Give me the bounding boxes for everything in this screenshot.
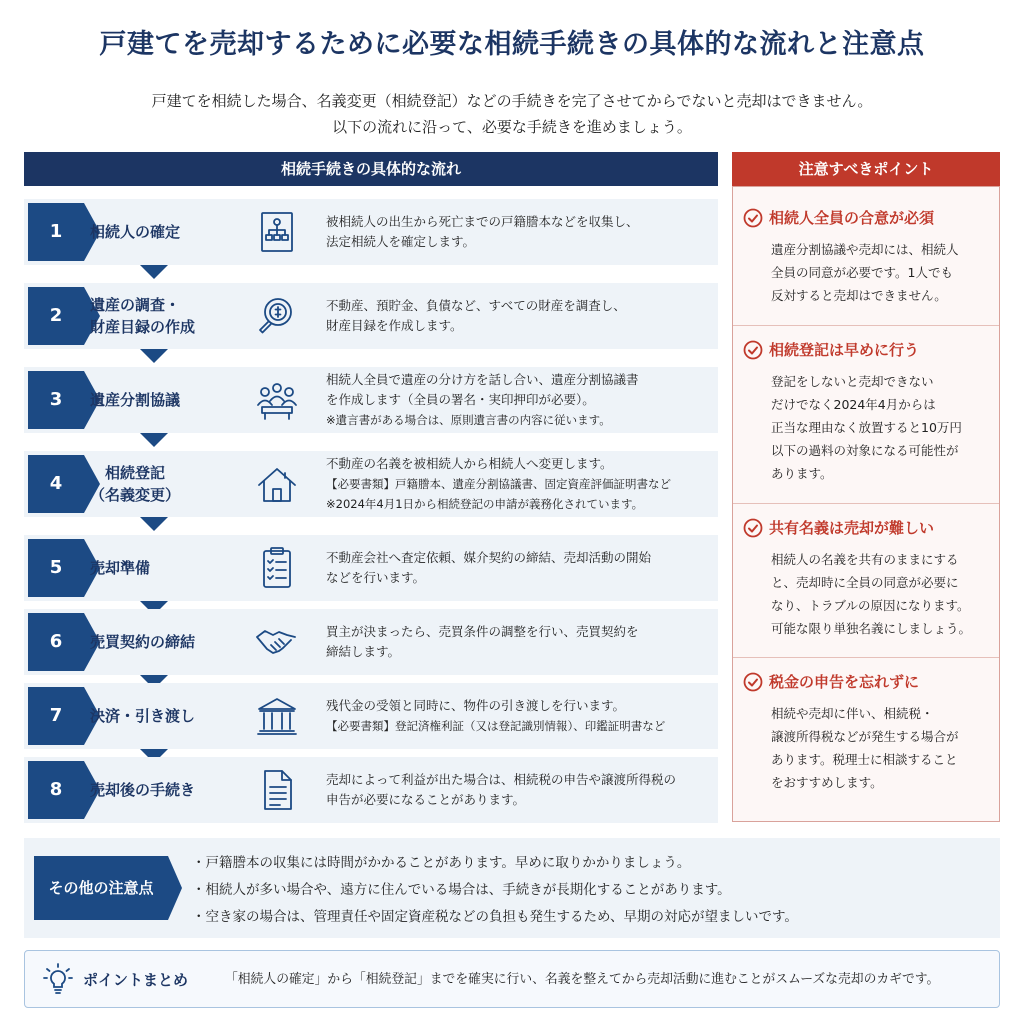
- step-description-line: 【必要書類】登記済権利証（又は登記識別情報）、印鑑証明書など: [326, 719, 666, 733]
- house-icon: [254, 461, 300, 507]
- step-title: 売却準備: [90, 559, 151, 577]
- flow-header: 相続手続きの具体的な流れ: [24, 152, 718, 186]
- caution-divider: [733, 325, 999, 326]
- flow-step: [24, 199, 718, 265]
- intro-text: [0, 88, 1024, 140]
- caution-title: 税金の申告を忘れずに: [743, 671, 989, 692]
- check-circle-icon: [743, 208, 763, 228]
- caution-body: 遺産分割協議や売却には、相続人 全員の同意が必要です。1人でも 反対すると売却はできません。: [771, 242, 959, 303]
- step-number: 4: [28, 455, 84, 513]
- caution-header: 注意すべきポイント: [732, 152, 1000, 186]
- other-notes: [24, 838, 1000, 938]
- step-description-line: 買主が決まったら、売買条件の調整を行い、売買契約を: [326, 624, 639, 639]
- caution-item: [733, 671, 999, 794]
- step-description: [326, 683, 716, 749]
- flow-arrow: [140, 349, 168, 363]
- flow-step: [24, 367, 718, 433]
- meeting-people-icon: [254, 377, 300, 423]
- caution-body: 登記をしないと売却できない だけでなく2024年4月からは 正当な理由なく放置すると10万円 以下の過料の対象になる可能性が あります。: [771, 374, 962, 481]
- check-circle-icon: [743, 340, 763, 360]
- step-description: [326, 283, 716, 349]
- step-title: 遺産の調査・ 財産目録の作成: [90, 296, 196, 336]
- step-title: 決済・引き渡し: [90, 707, 196, 725]
- summary-label: ポイントまとめ: [83, 971, 189, 989]
- caution-panel: [732, 186, 1000, 822]
- step-description-line: 財産目録を作成します。: [326, 318, 463, 333]
- step-description-line: 売却によって利益が出た場合は、相続税の申告や譲渡所得税の: [326, 772, 677, 787]
- step-number: 1: [28, 203, 84, 261]
- summary-text: 「相続人の確定」から「相続登記」までを確実に行い、名義を整えてから売却活動に進むことがスムーズな売却のカギです。: [225, 972, 940, 987]
- step-title: 相続登記 （名義変更）: [90, 464, 181, 504]
- step-number: 6: [28, 613, 84, 671]
- step-title: 売買契約の締結: [90, 633, 196, 651]
- step-description-line: を作成します（全員の署名・実印押印が必要）。: [326, 392, 595, 407]
- check-circle-icon: [743, 518, 763, 538]
- caution-item: [733, 517, 999, 640]
- caution-body: 相続人の名義を共有のままにする と、売却時に全員の同意が必要に なり、トラブルの原因になります。 可能な限り単独名義にしましょう。: [771, 552, 972, 636]
- step-number: 8: [28, 761, 84, 819]
- step-description-line: 法定相続人を確定します。: [326, 234, 476, 249]
- step-description-line: 被相続人の出生から死亡までの戸籍謄本などを収集し、: [326, 214, 639, 229]
- caution-divider: [733, 657, 999, 658]
- step-description-line: ※2024年4月1日から相続登記の申請が義務化されています。: [326, 497, 644, 511]
- step-description: [326, 451, 716, 517]
- step-number: 5: [28, 539, 84, 597]
- flow-arrow: [140, 517, 168, 531]
- step-description: [326, 535, 716, 601]
- caution-title: 相続登記は早めに行う: [743, 339, 989, 360]
- handshake-icon: [254, 619, 300, 665]
- caution-item: [733, 207, 999, 307]
- step-description-line: ※遺言書がある場合は、原則遺言書の内容に従います。: [326, 413, 611, 427]
- caution-divider: [733, 503, 999, 504]
- other-note-item: ・空き家の場合は、管理責任や固定資産税などの負担も発生するため、早期の対応が望ましいです。: [192, 909, 798, 925]
- caution-title: 共有名義は売却が難しい: [743, 517, 989, 538]
- step-description: [326, 757, 716, 823]
- step-number: 7: [28, 687, 84, 745]
- intro-line-2: 以下の流れに沿って、必要な手続きを進めましょう。: [332, 118, 692, 136]
- checklist-icon: [254, 545, 300, 591]
- step-description-line: 【必要書類】戸籍謄本、遺産分割協議書、固定資産評価証明書など: [326, 477, 671, 491]
- other-notes-list: [192, 850, 992, 931]
- step-title: 売却後の手続き: [90, 781, 196, 799]
- check-circle-icon: [743, 672, 763, 692]
- step-number: 3: [28, 371, 84, 429]
- bank-icon: [254, 693, 300, 739]
- flow-step: [24, 283, 718, 349]
- page-title: 戸建てを売却するために必要な相続手続きの具体的な流れと注意点: [99, 29, 925, 60]
- magnifier-coin-icon: [254, 293, 300, 339]
- caution-item: [733, 339, 999, 485]
- caution-title: 相続人全員の合意が必須: [743, 207, 989, 228]
- flow-arrow: [140, 433, 168, 447]
- other-note-item: ・戸籍謄本の収集には時間がかかることがあります。早めに取りかかりましょう。: [192, 855, 691, 871]
- flow-step: [24, 683, 718, 749]
- step-description: [326, 199, 716, 265]
- step-title: 遺産分割協議: [90, 391, 181, 409]
- step-description-line: 残代金の受領と同時に、物件の引き渡しを行います。: [326, 698, 626, 713]
- step-description-line: 締結します。: [326, 644, 401, 659]
- flow-step: [24, 609, 718, 675]
- step-description-line: などを行います。: [326, 570, 426, 585]
- lightbulb-icon: [43, 963, 73, 997]
- flow-arrow: [140, 265, 168, 279]
- family-tree-icon: [254, 209, 300, 255]
- intro-line-1: 戸建てを相続した場合、名義変更（相続登記）などの手続きを完了させてからでないと売却はできません。: [151, 92, 873, 110]
- caution-body: 相続や売却に伴い、相続税・ 譲渡所得税などが発生する場合が あります。税理士に相談すること をおすすめします。: [771, 706, 959, 790]
- step-number: 2: [28, 287, 84, 345]
- flow-step: [24, 535, 718, 601]
- document-icon: [254, 767, 300, 813]
- step-description-line: 不動産会社へ査定依頼、媒介契約の締結、売却活動の開始: [326, 550, 652, 565]
- step-description: [326, 609, 716, 675]
- other-note-item: ・相続人が多い場合や、遠方に住んでいる場合は、手続きが長期化することがあります。: [192, 882, 731, 898]
- flow-step: [24, 757, 718, 823]
- step-title: 相続人の確定: [90, 223, 181, 241]
- step-description-line: 申告が必要になることがあります。: [326, 792, 526, 807]
- flow-step: [24, 451, 718, 517]
- step-description-line: 不動産の名義を被相続人から相続人へ変更します。: [326, 456, 613, 471]
- other-notes-label: その他の注意点: [34, 856, 168, 920]
- step-description-line: 相続人全員で遺産の分け方を話し合い、遺産分割協議書: [326, 372, 639, 387]
- step-description: [326, 367, 716, 433]
- step-description-line: 不動産、預貯金、負債など、すべての財産を調査し、: [326, 298, 626, 313]
- summary-box: [24, 950, 1000, 1008]
